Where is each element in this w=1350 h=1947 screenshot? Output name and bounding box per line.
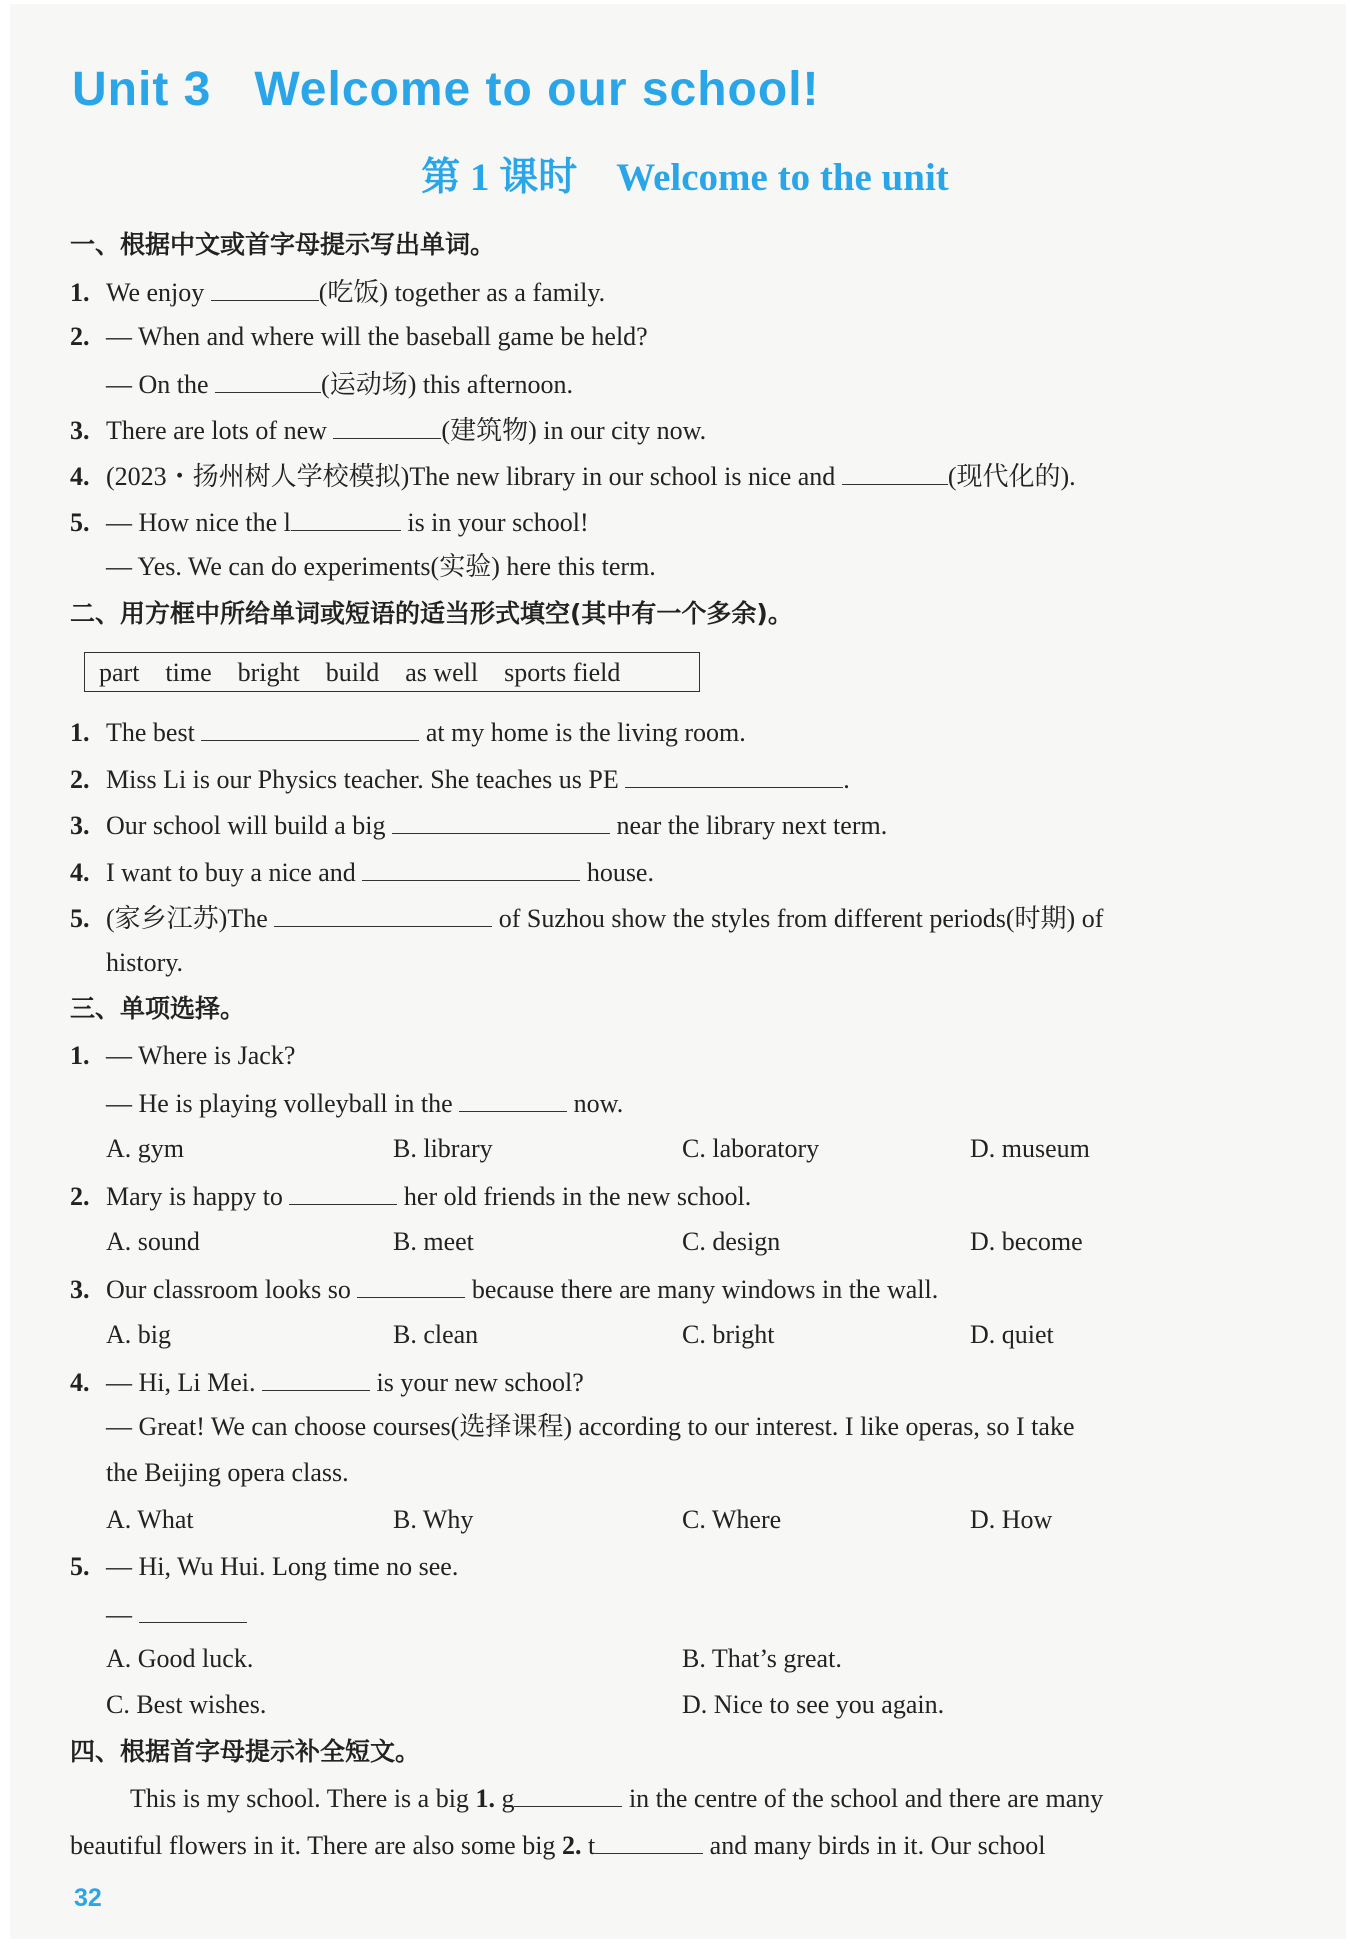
- passage-text: in the centre of the school and there are many: [622, 1784, 1104, 1813]
- word-box-item: time: [165, 658, 212, 687]
- question-text: — Hi, Li Mei.: [106, 1368, 262, 1397]
- question-text: — He is playing volleyball in the: [106, 1089, 460, 1118]
- question-number: 4.: [70, 1368, 90, 1397]
- question-number: 2.: [70, 1182, 90, 1211]
- option-a[interactable]: A. sound: [106, 1227, 200, 1256]
- question-number: 2.: [70, 765, 90, 794]
- answer-blank[interactable]: [333, 412, 441, 439]
- s1-question-2-reply: [106, 366, 573, 402]
- s3-question-1: [70, 1039, 295, 1073]
- s3-question-4-reply: — Great! We can choose courses(选择课程) according to our interest. I like operas, so I take: [106, 1412, 1075, 1441]
- option-d[interactable]: D. How: [970, 1505, 1053, 1534]
- option-b[interactable]: B. Why: [393, 1505, 474, 1534]
- section-3-heading: 三、单项选择。: [70, 994, 246, 1023]
- question-text: is your new school?: [370, 1368, 584, 1397]
- question-number: 3.: [70, 1275, 90, 1304]
- option-d[interactable]: D. become: [970, 1227, 1083, 1256]
- s2-question-4: [70, 854, 654, 890]
- question-text: Our school will build a big: [106, 811, 392, 840]
- answer-blank[interactable]: [595, 1827, 703, 1854]
- answer-blank[interactable]: [215, 366, 321, 393]
- passage-text: beautiful flowers in it. There are also some big: [70, 1831, 562, 1860]
- answer-blank[interactable]: [842, 458, 948, 485]
- option-a[interactable]: A. gym: [106, 1134, 184, 1163]
- question-text: We enjoy: [106, 278, 211, 307]
- s1-question-1: [70, 274, 605, 310]
- question-text: Miss Li is our Physics teacher. She teaches us PE: [106, 765, 626, 794]
- passage-text: This is my school. There is a big: [130, 1784, 476, 1813]
- question-number: 5.: [70, 508, 90, 537]
- s1-question-2: [70, 320, 648, 354]
- s3-question-4: [70, 1364, 584, 1400]
- answer-blank[interactable]: [262, 1364, 370, 1391]
- word-box: [84, 652, 700, 692]
- option-a[interactable]: A. big: [106, 1320, 171, 1349]
- question-text: I want to buy a nice and: [106, 858, 363, 887]
- option-d[interactable]: D. quiet: [970, 1320, 1054, 1349]
- option-c[interactable]: C. laboratory: [682, 1134, 820, 1163]
- word-box-item: sports field: [504, 658, 621, 687]
- s2-question-5-continued: history.: [106, 948, 184, 977]
- question-text: (运动场) this afternoon.: [321, 370, 574, 399]
- option-c[interactable]: C. bright: [682, 1320, 775, 1349]
- question-text: near the library next term.: [609, 811, 888, 840]
- section-4-heading: 四、根据首字母提示补全短文。: [70, 1737, 421, 1766]
- option-b[interactable]: B. library: [393, 1134, 493, 1163]
- answer-blank[interactable]: [289, 1178, 397, 1205]
- option-b[interactable]: B. That’s great.: [682, 1644, 842, 1673]
- question-text: There are lots of new: [106, 416, 334, 445]
- s1-question-5: [70, 504, 589, 540]
- question-text: — Where is Jack?: [106, 1041, 296, 1070]
- question-text: Mary is happy to: [106, 1182, 290, 1211]
- word-box-item: bright: [237, 658, 300, 687]
- s3-question-1-reply: [106, 1085, 623, 1121]
- lesson-title: 第 1 课时 Welcome to the unit: [421, 156, 949, 199]
- passage-line-2: [70, 1827, 1045, 1863]
- word-box-item: build: [325, 658, 380, 687]
- question-text: because there are many windows in the wall.: [465, 1275, 939, 1304]
- question-text: — When and where will the baseball game be held?: [106, 322, 648, 351]
- answer-blank[interactable]: [201, 714, 419, 741]
- s2-question-5: [70, 900, 1103, 936]
- answer-blank[interactable]: [514, 1780, 622, 1807]
- answer-blank[interactable]: [362, 854, 580, 881]
- question-number: 4.: [70, 462, 90, 491]
- passage-line-1: [130, 1780, 1103, 1816]
- s3-question-4-reply-continued: the Beijing opera class.: [106, 1458, 349, 1487]
- s3-question-5-reply: [106, 1596, 247, 1632]
- question-text: The best: [106, 718, 202, 747]
- question-text: of Suzhou show the styles from different periods(时期) of: [492, 904, 1104, 933]
- word-box-item: part: [99, 658, 140, 687]
- question-text: (家乡江苏)The: [106, 904, 275, 933]
- option-d[interactable]: D. Nice to see you again.: [682, 1690, 945, 1719]
- option-a[interactable]: A. What: [106, 1505, 194, 1534]
- page-number: 32: [74, 1884, 102, 1912]
- question-text: —: [106, 1600, 139, 1629]
- question-number: 4.: [70, 858, 90, 887]
- unit-title: Unit 3 Welcome to our school!: [72, 63, 820, 116]
- question-text: (吃饭) together as a family.: [318, 278, 606, 307]
- answer-blank[interactable]: [392, 807, 610, 834]
- answer-blank[interactable]: [357, 1271, 465, 1298]
- answer-blank[interactable]: [274, 900, 492, 927]
- section-2-heading: 二、用方框中所给单词或短语的适当形式填空(其中有一个多余)。: [70, 599, 793, 628]
- question-text: at my home is the living room.: [419, 718, 746, 747]
- question-text: (建筑物) in our city now.: [441, 416, 707, 445]
- s2-question-1: [70, 714, 746, 750]
- s2-question-2: [70, 761, 850, 797]
- question-text: her old friends in the new school.: [397, 1182, 752, 1211]
- option-c[interactable]: C. Where: [682, 1505, 782, 1534]
- s3-question-2: [70, 1178, 751, 1214]
- option-a[interactable]: A. Good luck.: [106, 1644, 254, 1673]
- question-text: Our classroom looks so: [106, 1275, 358, 1304]
- passage-text: t: [581, 1831, 596, 1860]
- answer-blank[interactable]: [211, 274, 319, 301]
- question-text: .: [843, 765, 850, 794]
- question-text: house.: [580, 858, 654, 887]
- blank-number: 2.: [561, 1831, 582, 1860]
- question-text: (现代化的).: [947, 462, 1076, 491]
- s1-question-5-reply: — Yes. We can do experiments(实验) here this term.: [106, 552, 656, 581]
- section-1-heading: 一、根据中文或首字母提示写出单词。: [70, 230, 496, 259]
- s1-question-4: [70, 458, 1076, 494]
- option-c[interactable]: C. design: [682, 1227, 781, 1256]
- question-number: 1.: [70, 1041, 90, 1070]
- blank-number: 1.: [475, 1784, 495, 1813]
- answer-blank[interactable]: [291, 504, 401, 531]
- answer-blank[interactable]: [459, 1085, 567, 1112]
- question-text: is in your school!: [400, 508, 589, 537]
- question-text: (2023・扬州树人学校模拟)The new library in our school is nice and: [106, 462, 842, 491]
- question-number: 3.: [70, 811, 90, 840]
- question-text: — On the: [106, 370, 216, 399]
- s1-question-3: [70, 412, 706, 448]
- answer-blank[interactable]: [139, 1596, 247, 1623]
- question-number: 1.: [70, 278, 90, 307]
- question-text: — How nice the l: [106, 508, 291, 537]
- passage-text: and many birds in it. Our school: [703, 1831, 1046, 1860]
- s2-question-3: [70, 807, 887, 843]
- question-number: 2.: [70, 322, 90, 351]
- s3-question-5: [70, 1550, 458, 1584]
- option-d[interactable]: D. museum: [970, 1134, 1090, 1163]
- question-number: 1.: [70, 718, 90, 747]
- answer-blank[interactable]: [625, 761, 843, 788]
- question-text: now.: [567, 1089, 624, 1118]
- question-number: 5.: [70, 1552, 90, 1581]
- option-b[interactable]: B. clean: [393, 1320, 479, 1349]
- worksheet-page: [10, 4, 1346, 1939]
- option-b[interactable]: B. meet: [393, 1227, 474, 1256]
- question-number: 3.: [70, 416, 90, 445]
- s3-question-3: [70, 1271, 938, 1307]
- question-text: — Hi, Wu Hui. Long time no see.: [106, 1552, 459, 1581]
- passage-text: g: [494, 1784, 515, 1813]
- option-c[interactable]: C. Best wishes.: [106, 1690, 267, 1719]
- word-box-item: as well: [405, 658, 479, 687]
- question-number: 5.: [70, 904, 90, 933]
